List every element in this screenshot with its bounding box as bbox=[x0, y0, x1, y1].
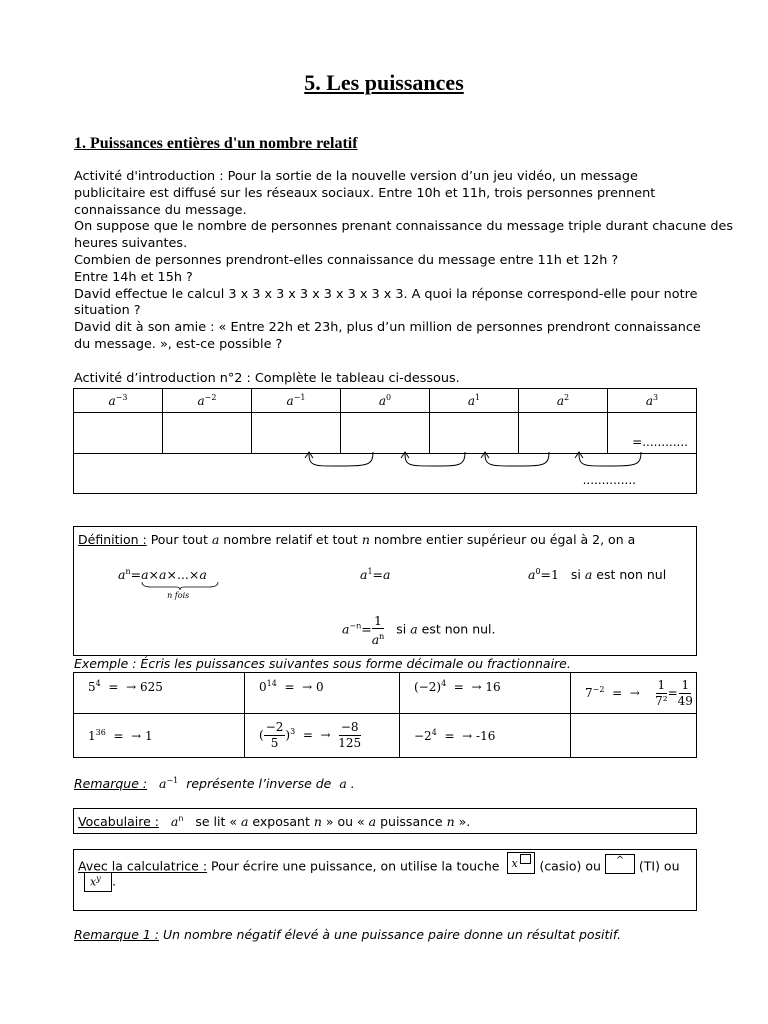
answer-dots: .............. bbox=[582, 473, 636, 487]
table-cell: $a^{-2}$ bbox=[163, 389, 252, 413]
table-cell: $7^{-2}$ = → $\frac{1}{\text{7²}}$ = $\frac{1}{49}$ bbox=[571, 673, 697, 714]
brace bbox=[141, 581, 219, 591]
table-cell bbox=[519, 413, 608, 454]
table-row bbox=[74, 413, 697, 454]
table-cell: =............ bbox=[608, 413, 697, 454]
intro-line: situation ? bbox=[74, 303, 141, 319]
calculator-text: Avec la calculatrice : Pour écrire une puissance, on utilise la touche x (casio) ou ^ (TI) ou bbox=[78, 856, 680, 878]
intro-line: Combien de personnes prendront-elles connaissance du message entre 11h et 12h ? bbox=[74, 252, 619, 268]
formula-power-1: $a^1=a$ bbox=[360, 567, 391, 583]
table-cell: $5^4$ = → 625 bbox=[74, 673, 245, 714]
table-cell: ( $\frac{-2}{5}$ )$^3$ = → $\frac{-8}{125}$ bbox=[245, 714, 400, 758]
formula-negative-power: $a^{-n}=$ $\frac{1}{a^n}$ si a est non nul. bbox=[342, 613, 496, 648]
intro-line: du message. », est-ce possible ? bbox=[74, 336, 283, 352]
intro-line: David dit à son amie : « Entre 22h et 23h, plus d’un million de personnes prendront connaissance bbox=[74, 320, 701, 336]
activity2-label: Activité d’introduction n°2 : Complète le tableau ci-dessous. bbox=[74, 371, 460, 386]
example-label: Exemple : Écris les puissances suivantes sous forme décimale ou fractionnaire. bbox=[74, 656, 571, 671]
ti-power-key: ^ bbox=[605, 854, 635, 874]
definition-text: Définition : Pour tout a nombre relatif et tout n nombre entier supérieur ou égal à 2, on a bbox=[78, 532, 636, 547]
intro-paragraph bbox=[74, 169, 734, 354]
table-cell bbox=[430, 413, 519, 454]
intro-line: Activité d'introduction : Pour la sortie de la nouvelle version d’un jeu vidéo, un message bbox=[74, 169, 638, 184]
section-heading: 1. Puissances entières d'un nombre relatif bbox=[74, 135, 358, 152]
page-title: 5. Les puissances bbox=[304, 70, 464, 95]
arrow-curve bbox=[405, 452, 465, 466]
remark-inverse: Remarque : $a^{-1}$ représente l’inverse de a . bbox=[74, 776, 355, 792]
vocabulary-box bbox=[73, 808, 697, 834]
table-cell: $1^{36}$ = → 1 bbox=[74, 714, 245, 758]
intro-line: On suppose que le nombre de personnes prenant connaissance du message triple durant chacune des bbox=[74, 219, 734, 235]
table-cell bbox=[252, 413, 341, 454]
table-cell: $0^{14}$ = → 0 bbox=[245, 673, 400, 714]
table-cell bbox=[341, 413, 430, 454]
casio-power-key: x bbox=[507, 852, 535, 874]
vocabulary-text: Vocabulaire : $a^n$ se lit « a exposant n » ou « a puissance n ». bbox=[78, 814, 471, 830]
remark-negative-even: Remarque 1 : Un nombre négatif élevé à une puissance paire donne un résultat positif. bbox=[74, 927, 622, 942]
formula-power-n: $a^n=a\times a\times...\times a$ n fois bbox=[118, 567, 207, 582]
table-cell: $a^1$ bbox=[430, 389, 519, 413]
calculator-line2: $x^y$ . bbox=[84, 872, 116, 892]
table-row bbox=[74, 673, 697, 714]
intro-line: Entre 14h et 15h ? bbox=[74, 269, 193, 285]
table-cell: $a^0$ bbox=[341, 389, 430, 413]
transition-arrows bbox=[295, 450, 655, 474]
definition-box bbox=[73, 526, 697, 656]
table-cell bbox=[571, 714, 697, 758]
intro-line: publicitaire est diffusé sur les réseaux sociaux. Entre 10h et 11h, trois personnes prennent bbox=[74, 185, 656, 201]
table-cell bbox=[74, 413, 163, 454]
intro-line: David effectue le calcul 3 x 3 x 3 x 3 x 3 x 3 x 3 x 3. A quoi la réponse correspond-elle pour notre bbox=[74, 286, 698, 302]
formula-power-0: $a^0=1$ si a est non nul bbox=[528, 567, 667, 583]
table-row bbox=[74, 714, 697, 758]
intro-line: connaissance du message. bbox=[74, 202, 247, 218]
table-cell: $-2^4$ = → -16 bbox=[400, 714, 571, 758]
table-row bbox=[74, 389, 697, 413]
table-cell: $a^{-3}$ bbox=[74, 389, 163, 413]
intro-line: heures suivantes. bbox=[74, 236, 188, 252]
arrow-curve bbox=[485, 452, 549, 466]
brace-label: n fois bbox=[167, 591, 190, 601]
examples-table bbox=[73, 672, 697, 758]
table-cell: $a^{-1}$ bbox=[252, 389, 341, 413]
table-cell: $(-2)^4$ = → 16 bbox=[400, 673, 571, 714]
xy-key: $x^y$ bbox=[84, 872, 112, 892]
table-cell bbox=[163, 413, 252, 454]
arrow-curve bbox=[579, 452, 641, 466]
arrow-curve bbox=[309, 452, 373, 466]
calculator-box bbox=[73, 849, 697, 911]
table-cell: $a^3$ bbox=[608, 389, 697, 413]
powers-table bbox=[73, 388, 697, 494]
table-cell: $a^2$ bbox=[519, 389, 608, 413]
